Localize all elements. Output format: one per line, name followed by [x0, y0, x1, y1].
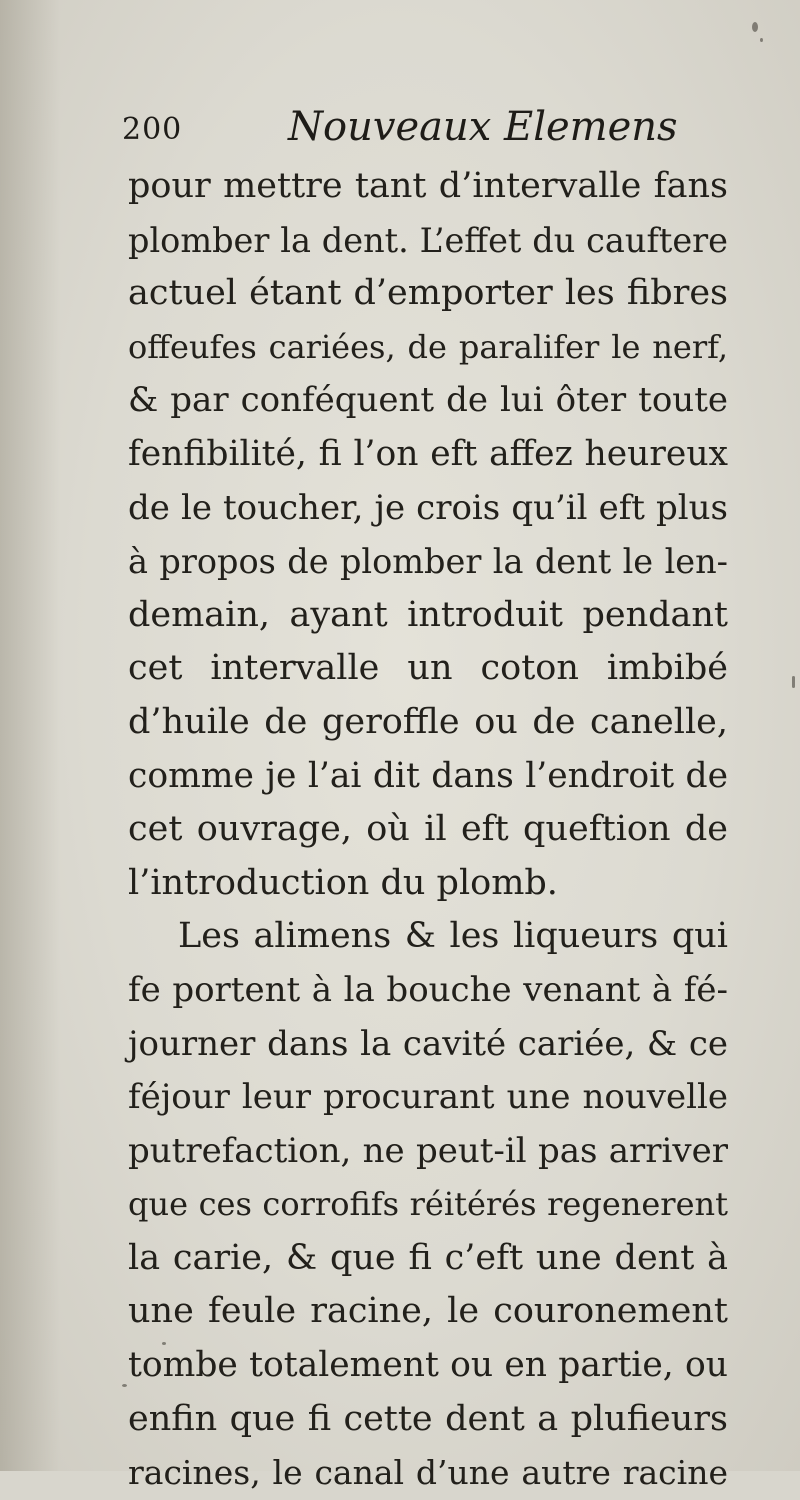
- page-number: 200: [122, 112, 183, 147]
- text-line: de le toucher, je crois qu’il eft plus: [128, 487, 728, 528]
- text-line: tombe totalement ou en partie, ou: [128, 1345, 728, 1386]
- text-line: féjour leur procurant une nouvelle: [128, 1077, 728, 1118]
- text-line: plomber la dent. L’effet du cauftere: [128, 220, 728, 260]
- text-line: demain, ayant introduit pendant: [128, 594, 728, 635]
- paper-speck: [122, 1384, 127, 1387]
- text-line: l’introduction du plomb.: [128, 862, 558, 903]
- text-line: à propos de plomber la dent le len-: [128, 542, 728, 582]
- text-line: fenfibilité, fi l’on eft affez heureux: [128, 433, 728, 474]
- text-line: comme je l’ai dit dans l’endroit de: [128, 755, 728, 796]
- text-line: & par conféquent de lui ôter toute: [128, 380, 728, 421]
- text-line: journer dans la cavité cariée, & ce: [128, 1023, 728, 1064]
- paper-speck: [760, 38, 763, 42]
- page-gutter-shadow: [0, 0, 60, 1471]
- text-line: racines, le canal d’une autre racine: [128, 1453, 728, 1493]
- paper-speck: [162, 1342, 166, 1345]
- paper-speck: [792, 676, 795, 688]
- page-header: [122, 104, 682, 156]
- text-line: enfin que fi cette dent a plufieurs: [128, 1398, 728, 1439]
- paper-speck: [752, 22, 758, 32]
- text-line: cet intervalle un coton imbibé: [128, 648, 728, 689]
- text-line: pour mettre tant d’intervalle fans: [128, 166, 728, 206]
- paragraph-start-line: Les alimens & les liqueurs qui: [178, 916, 728, 957]
- text-line: cet ouvrage, où il eft queftion de: [128, 809, 728, 850]
- text-line: la carie, & que fi c’eft une dent à: [128, 1237, 728, 1278]
- text-line: une feule racine, le couronement: [128, 1291, 728, 1332]
- body-text: [128, 160, 728, 1500]
- text-line: que ces corrofifs réitérés regenerent: [128, 1185, 728, 1224]
- running-title: Nouveaux Elemens: [288, 104, 678, 150]
- text-line: putrefaction, ne peut-il pas arriver: [128, 1130, 728, 1171]
- text-line: actuel étant d’emporter les fibres: [128, 273, 728, 314]
- text-line: offeufes cariées, de paralifer le nerf,: [128, 327, 728, 366]
- text-line: fe portent à la bouche venant à fé-: [128, 969, 728, 1010]
- text-line: d’huile de geroffle ou de canelle,: [128, 701, 728, 742]
